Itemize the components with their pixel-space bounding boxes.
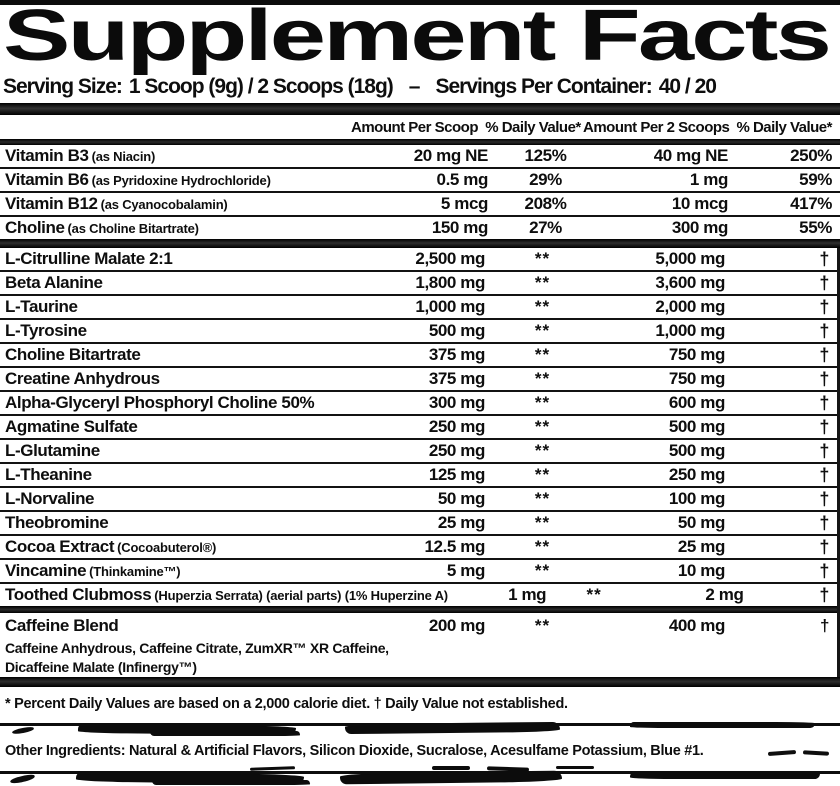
amount-per-scoop-value: 0.5 mg — [436, 170, 488, 189]
ingredient-name-cell — [0, 194, 368, 214]
amount-per-2-scoops-value: 10 mcg — [671, 194, 728, 213]
daily-value-scoop: ** — [534, 369, 551, 388]
daily-value-scoop: ** — [534, 297, 551, 316]
amount-per-scoop-value: 300 mg — [428, 393, 485, 412]
serving-separator: – — [408, 75, 420, 98]
amount-per-scoop-value: 1 mg — [508, 585, 547, 604]
daily-value-scoop: ** — [534, 249, 551, 268]
daily-value-scoop: ** — [534, 417, 551, 436]
amount-per-2-scoops-value: 750 mg — [668, 345, 725, 364]
table-row — [0, 464, 837, 488]
grunge-divider-bottom — [0, 767, 840, 786]
daily-value-scoop: ** — [534, 489, 551, 508]
daily-value-2-scoops: † — [819, 344, 829, 365]
amount-per-2-scoops-value: 250 mg — [668, 465, 725, 484]
daily-value-scoop: 27% — [529, 218, 562, 237]
daily-value-scoop: ** — [586, 585, 602, 604]
amount-per-2-scoops-value: 50 mg — [677, 513, 725, 532]
section-divider-vitamins — [0, 239, 840, 248]
daily-value-2-scoops: 417% — [790, 194, 832, 213]
daily-value-2-scoops: † — [819, 584, 829, 605]
daily-value-scoop: ** — [534, 273, 551, 292]
caffeine-components-line2: Dicaffeine Malate (Infinergy™) — [5, 659, 197, 675]
amount-per-scoop-value: 5 mcg — [440, 194, 488, 213]
daily-value-scoop: ** — [534, 393, 551, 412]
table-row — [0, 416, 837, 440]
ingredient-rows — [0, 248, 837, 606]
footnote-text: * Percent Daily Values are based on a 2,000 calorie diet. † Daily Value not established. — [5, 696, 568, 712]
amount-per-scoop-value: 50 mg — [437, 489, 485, 508]
ingredient-name: Beta Alanine — [5, 273, 103, 292]
servings-per-container-label: Servings Per Container: — [435, 75, 652, 98]
other-ingredients-label: Other Ingredients: — [5, 743, 126, 759]
amount-per-2-scoops-value: 300 mg — [671, 218, 728, 237]
distress-mark — [630, 722, 815, 728]
daily-value-2-scoops: † — [819, 320, 829, 341]
daily-value-2-scoops: † — [819, 488, 829, 509]
amount-per-scoop-value: 250 mg — [428, 441, 485, 460]
amount-per-2-scoops-value: 40 mg NE — [653, 146, 728, 165]
ingredient-name: Caffeine Blend — [5, 616, 119, 635]
amount-per-2-scoops-value: 1,000 mg — [655, 321, 725, 340]
daily-value-2-scoops: 59% — [799, 170, 832, 189]
serving-size-label: Serving Size: — [3, 75, 122, 98]
caffeine-blend-block — [0, 613, 837, 677]
amount-per-scoop-value: 150 mg — [431, 218, 488, 237]
daily-value-scoop: 208% — [524, 194, 567, 213]
ingredient-name-cell — [0, 146, 368, 166]
ingredient-name-cell — [0, 441, 365, 461]
ingredient-detail: (as Niacin) — [91, 149, 156, 164]
ingredient-name-cell — [0, 170, 368, 190]
ingredient-name: Choline Bitartrate — [5, 345, 141, 364]
ingredient-name-cell — [0, 585, 448, 605]
table-row — [0, 145, 840, 169]
amount-per-2-scoops-value: 1 mg — [689, 170, 728, 189]
table-row — [0, 344, 837, 368]
amount-per-scoop-value: 250 mg — [428, 417, 485, 436]
amount-per-scoop-value: 2,500 mg — [415, 249, 485, 268]
amount-per-scoop-value: 375 mg — [428, 345, 485, 364]
ingredient-name: Alpha-Glyceryl Phosphoryl Choline 50% — [5, 393, 315, 412]
ingredient-name-cell — [0, 218, 368, 238]
table-row — [0, 320, 837, 344]
distress-mark — [556, 766, 594, 769]
amount-per-scoop-value: 1,000 mg — [415, 297, 485, 316]
ingredient-name: L-Citrulline Malate 2:1 — [5, 249, 173, 268]
daily-value-2-scoops: † — [819, 560, 829, 581]
ingredient-name-cell — [0, 513, 365, 533]
distress-mark — [345, 722, 560, 734]
amount-per-scoop-value: 500 mg — [428, 321, 485, 340]
ingredient-name-cell — [0, 489, 365, 509]
table-row — [0, 584, 837, 606]
table-row — [0, 536, 837, 560]
amount-per-scoop-value: 20 mg NE — [413, 146, 488, 165]
table-row — [0, 296, 837, 320]
daily-value-2-scoops: † — [819, 416, 829, 437]
daily-value-scoop: ** — [534, 561, 551, 580]
ingredient-name-cell — [0, 561, 365, 581]
column-header-amount-per-2-scoops: Amount Per 2 Scoops — [583, 118, 730, 136]
title-block — [0, 0, 840, 76]
ingredient-name: L-Taurine — [5, 297, 78, 316]
daily-value-2-scoops: 55% — [799, 218, 832, 237]
amount-per-scoop-value: 1,800 mg — [415, 273, 485, 292]
daily-value-2-scoops: † — [819, 464, 829, 485]
ingredient-name-cell — [0, 345, 365, 365]
daily-value-2-scoops: † — [819, 616, 829, 635]
daily-value-scoop: ** — [534, 345, 551, 364]
amount-per-scoop-value: 12.5 mg — [424, 537, 485, 556]
other-ingredients-line — [0, 737, 840, 767]
distress-mark — [150, 731, 300, 736]
ingredient-name-cell — [0, 273, 365, 293]
ingredient-name-cell — [0, 369, 365, 389]
amount-per-scoop-value: 375 mg — [428, 369, 485, 388]
table-row — [0, 193, 840, 217]
section-divider-top — [0, 103, 840, 115]
amount-per-2-scoops-value: 2,000 mg — [655, 297, 725, 316]
amount-per-2-scoops-value: 3,600 mg — [655, 273, 725, 292]
daily-value-scoop: ** — [534, 321, 551, 340]
ingredient-detail: (Huperzia Serrata) (aerial parts) (1% Huperzine A) — [154, 588, 448, 603]
servings-per-container-value: 40 / 20 — [658, 75, 716, 98]
distress-mark — [10, 773, 36, 784]
ingredient-name: Vitamin B12 — [5, 194, 98, 213]
distress-mark — [803, 750, 829, 755]
table-row — [0, 392, 837, 416]
ingredient-name: L-Tyrosine — [5, 321, 87, 340]
distress-mark — [152, 780, 310, 785]
amount-per-2-scoops-value: 600 mg — [668, 393, 725, 412]
amount-per-scoop-value: 5 mg — [446, 561, 485, 580]
ingredients-section — [0, 248, 840, 677]
ingredient-name-cell — [0, 249, 365, 269]
amount-per-2-scoops-value: 400 mg — [668, 616, 725, 635]
section-divider-footnote — [0, 677, 840, 687]
distress-mark — [340, 771, 562, 785]
amount-per-scoop-value: 25 mg — [437, 513, 485, 532]
distress-mark — [630, 772, 820, 779]
daily-value-scoop: ** — [534, 441, 551, 460]
ingredient-detail: (as Cyanocobalamin) — [100, 197, 228, 212]
amount-per-scoop-value: 125 mg — [428, 465, 485, 484]
amount-per-2-scoops-value: 25 mg — [677, 537, 725, 556]
serving-size-value: 1 Scoop (9g) / 2 Scoops (18g) — [128, 75, 393, 98]
section-divider-caffeine — [0, 606, 837, 613]
ingredient-name: Agmatine Sulfate — [5, 417, 138, 436]
ingredient-detail: (as Choline Bitartrate) — [67, 221, 199, 236]
ingredient-name: Vincamine — [5, 561, 87, 580]
amount-per-scoop-value: 200 mg — [428, 616, 485, 635]
amount-per-2-scoops-value: 500 mg — [668, 441, 725, 460]
amount-per-2-scoops-value: 5,000 mg — [655, 249, 725, 268]
ingredient-name: Cocoa Extract — [5, 537, 115, 556]
ingredient-name-cell — [0, 297, 365, 317]
daily-value-2-scoops: † — [819, 512, 829, 533]
amount-per-2-scoops-value: 2 mg — [705, 585, 744, 604]
column-header-daily-value-scoop: % Daily Value* — [485, 118, 581, 136]
ingredient-name-cell — [0, 465, 365, 485]
ingredient-detail: (Cocoabuterol®) — [117, 540, 217, 555]
caffeine-components-line1: Caffeine Anhydrous, Caffeine Citrate, ZumXR™ XR Caffeine, — [5, 640, 389, 656]
vitamin-rows — [0, 145, 840, 239]
table-row — [0, 560, 837, 584]
table-row — [0, 488, 837, 512]
daily-value-2-scoops: † — [819, 392, 829, 413]
grunge-divider-upper — [0, 723, 840, 737]
distress-mark — [432, 766, 470, 770]
ingredient-detail: (as Pyridoxine Hydrochloride) — [91, 173, 271, 188]
ingredient-name: L-Glutamine — [5, 441, 100, 460]
daily-value-2-scoops: † — [819, 368, 829, 389]
daily-value-2-scoops: † — [819, 536, 829, 557]
page-title: Supplement Facts — [3, 0, 829, 76]
title-svg — [0, 0, 836, 76]
column-header-daily-value-2-scoops: % Daily Value* — [736, 118, 832, 136]
ingredient-detail: (Thinkamine™) — [89, 564, 181, 579]
daily-value-scoop: ** — [534, 513, 551, 532]
table-row — [0, 217, 840, 239]
other-ingredients-text: Natural & Artificial Flavors, Silicon Dioxide, Sucralose, Acesulfame Potassium, Blue #1. — [129, 743, 704, 759]
daily-value-2-scoops: † — [819, 272, 829, 293]
ingredient-name: Vitamin B3 — [5, 146, 89, 165]
table-row — [0, 512, 837, 536]
amount-per-2-scoops-value: 500 mg — [668, 417, 725, 436]
table-row — [0, 368, 837, 392]
ingredient-name: Theobromine — [5, 513, 109, 532]
table-row — [0, 440, 837, 464]
facts-table-header — [0, 115, 840, 139]
ingredient-name: Vitamin B6 — [5, 170, 89, 189]
daily-value-scoop: ** — [534, 537, 551, 556]
table-row — [0, 272, 837, 296]
amount-per-2-scoops-value: 750 mg — [668, 369, 725, 388]
ingredient-name-cell — [0, 321, 365, 341]
amount-per-2-scoops-value: 10 mg — [677, 561, 725, 580]
table-row — [0, 248, 837, 272]
caffeine-blend-row — [0, 613, 837, 639]
distress-mark — [12, 726, 35, 735]
daily-value-scoop: ** — [534, 616, 551, 635]
daily-value-2-scoops: † — [819, 296, 829, 317]
daily-value-2-scoops: † — [819, 440, 829, 461]
ingredient-name: Toothed Clubmoss — [5, 585, 152, 604]
ingredient-name: Choline — [5, 218, 65, 237]
daily-value-2-scoops: 250% — [790, 146, 832, 165]
daily-value-2-scoops: † — [819, 248, 829, 269]
amount-per-2-scoops-value: 100 mg — [668, 489, 725, 508]
ingredient-name: L-Theanine — [5, 465, 92, 484]
ingredient-name-cell — [0, 537, 365, 557]
ingredient-name: Creatine Anhydrous — [5, 369, 160, 388]
ingredient-name: L-Norvaline — [5, 489, 95, 508]
daily-value-scoop: 125% — [524, 146, 567, 165]
ingredient-name-cell — [0, 393, 365, 413]
table-row — [0, 169, 840, 193]
distress-mark — [768, 750, 796, 756]
column-header-amount-per-scoop: Amount Per Scoop — [350, 118, 478, 136]
daily-value-scoop: ** — [534, 465, 551, 484]
daily-value-scoop: 29% — [529, 170, 562, 189]
ingredient-name-cell — [0, 417, 365, 437]
